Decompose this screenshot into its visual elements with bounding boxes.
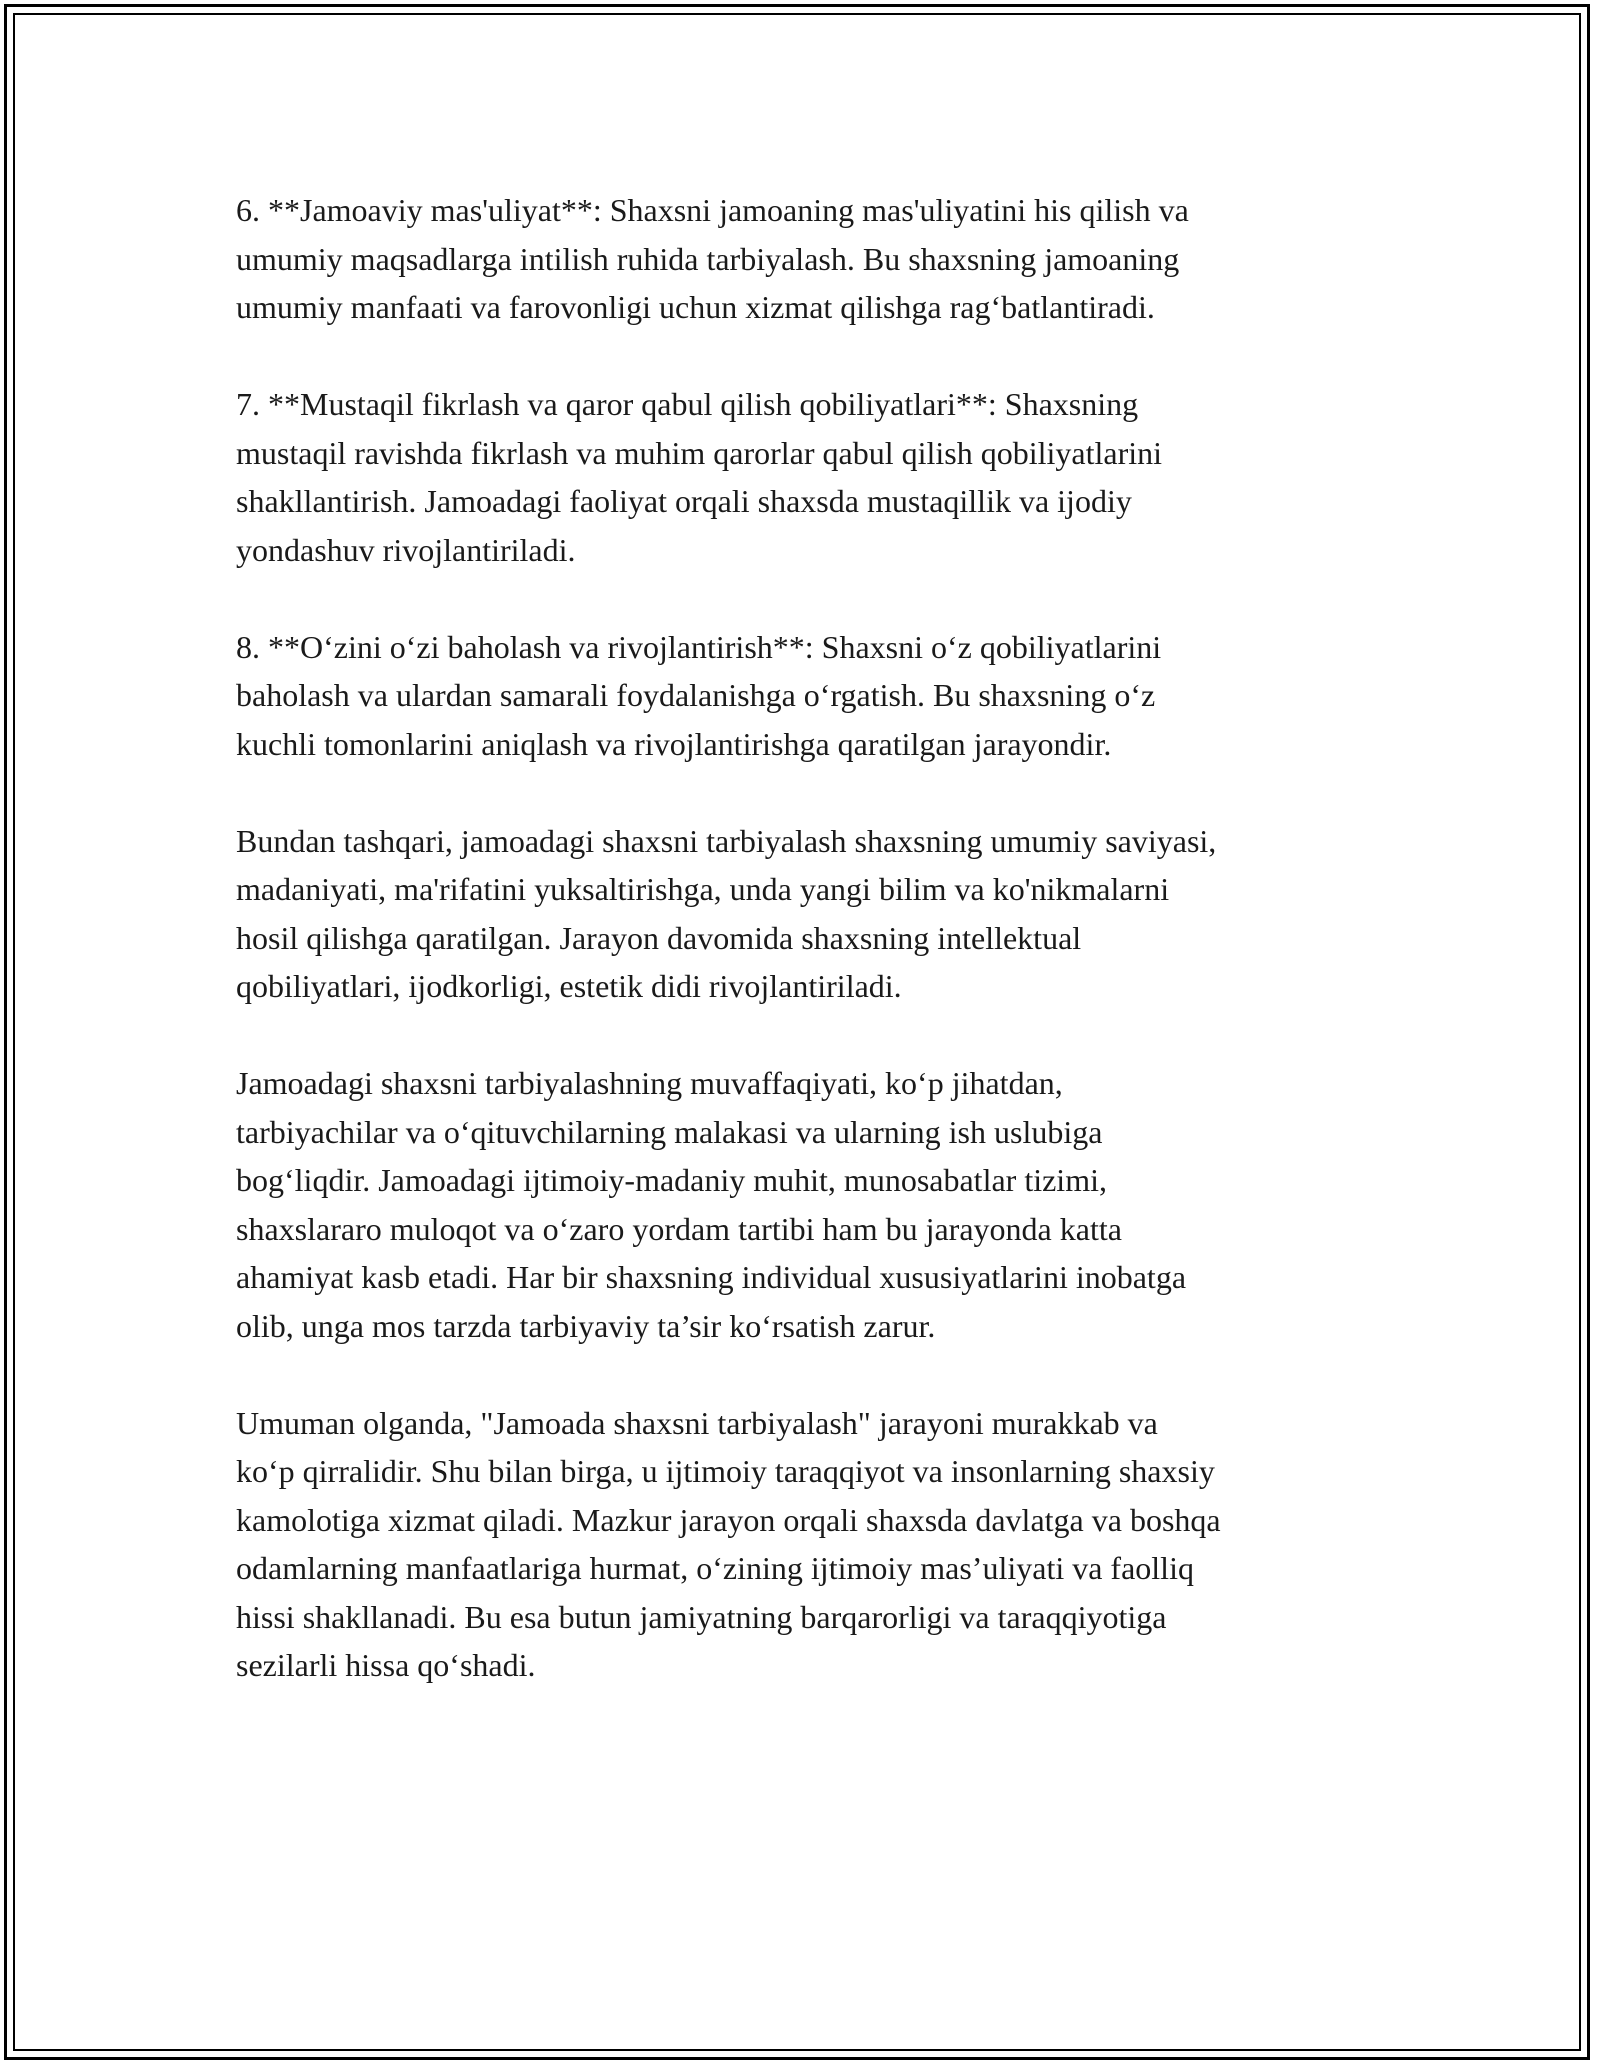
text-line: odamlarning manfaatlariga hurmat, o‘zining ijtimoiy mas’uliyati va faolliq — [236, 1550, 1194, 1586]
document-body — [236, 186, 1396, 1738]
text-line: Bundan tashqari, jamoadagi shaxsni tarbiyalash shaxsning umumiy saviyasi, — [236, 822, 1217, 859]
text-line: umumiy maqsadlarga intilish ruhida tarbiyalash. Bu shaxsning jamoaning — [236, 240, 1180, 277]
text-line: shaxslararo muloqot va o‘zaro yordam tartibi ham bu jarayonda katta — [236, 1210, 1122, 1247]
text-line: qobiliyatlari, ijodkorligi, estetik didi rivojlantiriladi. — [236, 968, 902, 1004]
text-line: 6. **Jamoaviy mas'uliyat**: Shaxsni jamoaning mas'uliyatini his qilish va — [236, 192, 1189, 228]
text-line: madaniyati, ma'rifatini yuksaltirishga, unda yangi bilim va ko'nikmalarni — [236, 871, 1170, 907]
text-line: umumiy manfaati va farovonligi uchun xizmat qilishga rag‘batlantiradi. — [236, 289, 1155, 325]
text-line: 7. **Mustaqil fikrlash va qaror qabul qilish qobiliyatlari**: Shaxsning — [236, 386, 1139, 422]
text-line: hosil qilishga qaratilgan. Jarayon davomida shaxsning intellektual — [236, 919, 1082, 956]
text-line: mustaqil ravishda fikrlash va muhim qarorlar qabul qilish qobiliyatlarini — [236, 434, 1163, 471]
paragraph-ozini-baholash — [236, 623, 1396, 769]
text-line: hissi shakllanadi. Bu esa butun jamiyatning barqarorligi va taraqqiyotiga — [236, 1598, 1167, 1635]
paragraph-bundan-tashqari — [236, 817, 1396, 1011]
text-line: tarbiyachilar va o‘qituvchilarning malakasi va ularning ish uslubiga — [236, 1113, 1103, 1150]
text-line: Umuman olganda, "Jamoada shaxsni tarbiyalash" jarayoni murakkab va — [236, 1404, 1158, 1441]
paragraph-umuman-olganda — [236, 1399, 1396, 1690]
text-line: 8. **O‘zini o‘zi baholash va rivojlantirish**: Shaxsni o‘z qobiliyatlarini — [236, 628, 1162, 665]
text-line: shakllantirish. Jamoadagi faoliyat orqali shaxsda mustaqillik va ijodiy — [236, 483, 1132, 519]
text-line: kamolotiga xizmat qiladi. Mazkur jarayon orqali shaxsda davlatga va boshqa — [236, 1501, 1221, 1538]
text-line: ahamiyat kasb etadi. Har bir shaxsning individual xususiyatlarini inobatga — [236, 1259, 1187, 1295]
paragraph-mustaqil-fikrlash — [236, 380, 1396, 574]
paragraph-jamoaviy-masuliyat — [236, 186, 1396, 332]
text-line: ko‘p qirralidir. Shu bilan birga, u ijtimoiy taraqqiyot va insonlarning shaxsiy — [236, 1453, 1215, 1489]
text-line: sezilarli hissa qo‘shadi. — [236, 1647, 536, 1683]
text-line: bog‘liqdir. Jamoadagi ijtimoiy-madaniy muhit, munosabatlar tizimi, — [236, 1162, 1107, 1198]
text-line: Jamoadagi shaxsni tarbiyalashning muvaffaqiyati, ko‘p jihatdan, — [236, 1065, 1063, 1101]
text-line: kuchli tomonlarini aniqlash va rivojlantirishga qaratilgan jarayondir. — [236, 725, 1112, 762]
paragraph-muvaffaqiyat — [236, 1059, 1396, 1350]
text-line: olib, unga mos tarzda tarbiyaviy ta’sir ko‘rsatish zarur. — [236, 1307, 936, 1344]
text-line: yondashuv rivojlantiriladi. — [236, 531, 576, 568]
text-line: baholash va ulardan samarali foydalanishga o‘rgatish. Bu shaxsning o‘z — [236, 677, 1156, 713]
